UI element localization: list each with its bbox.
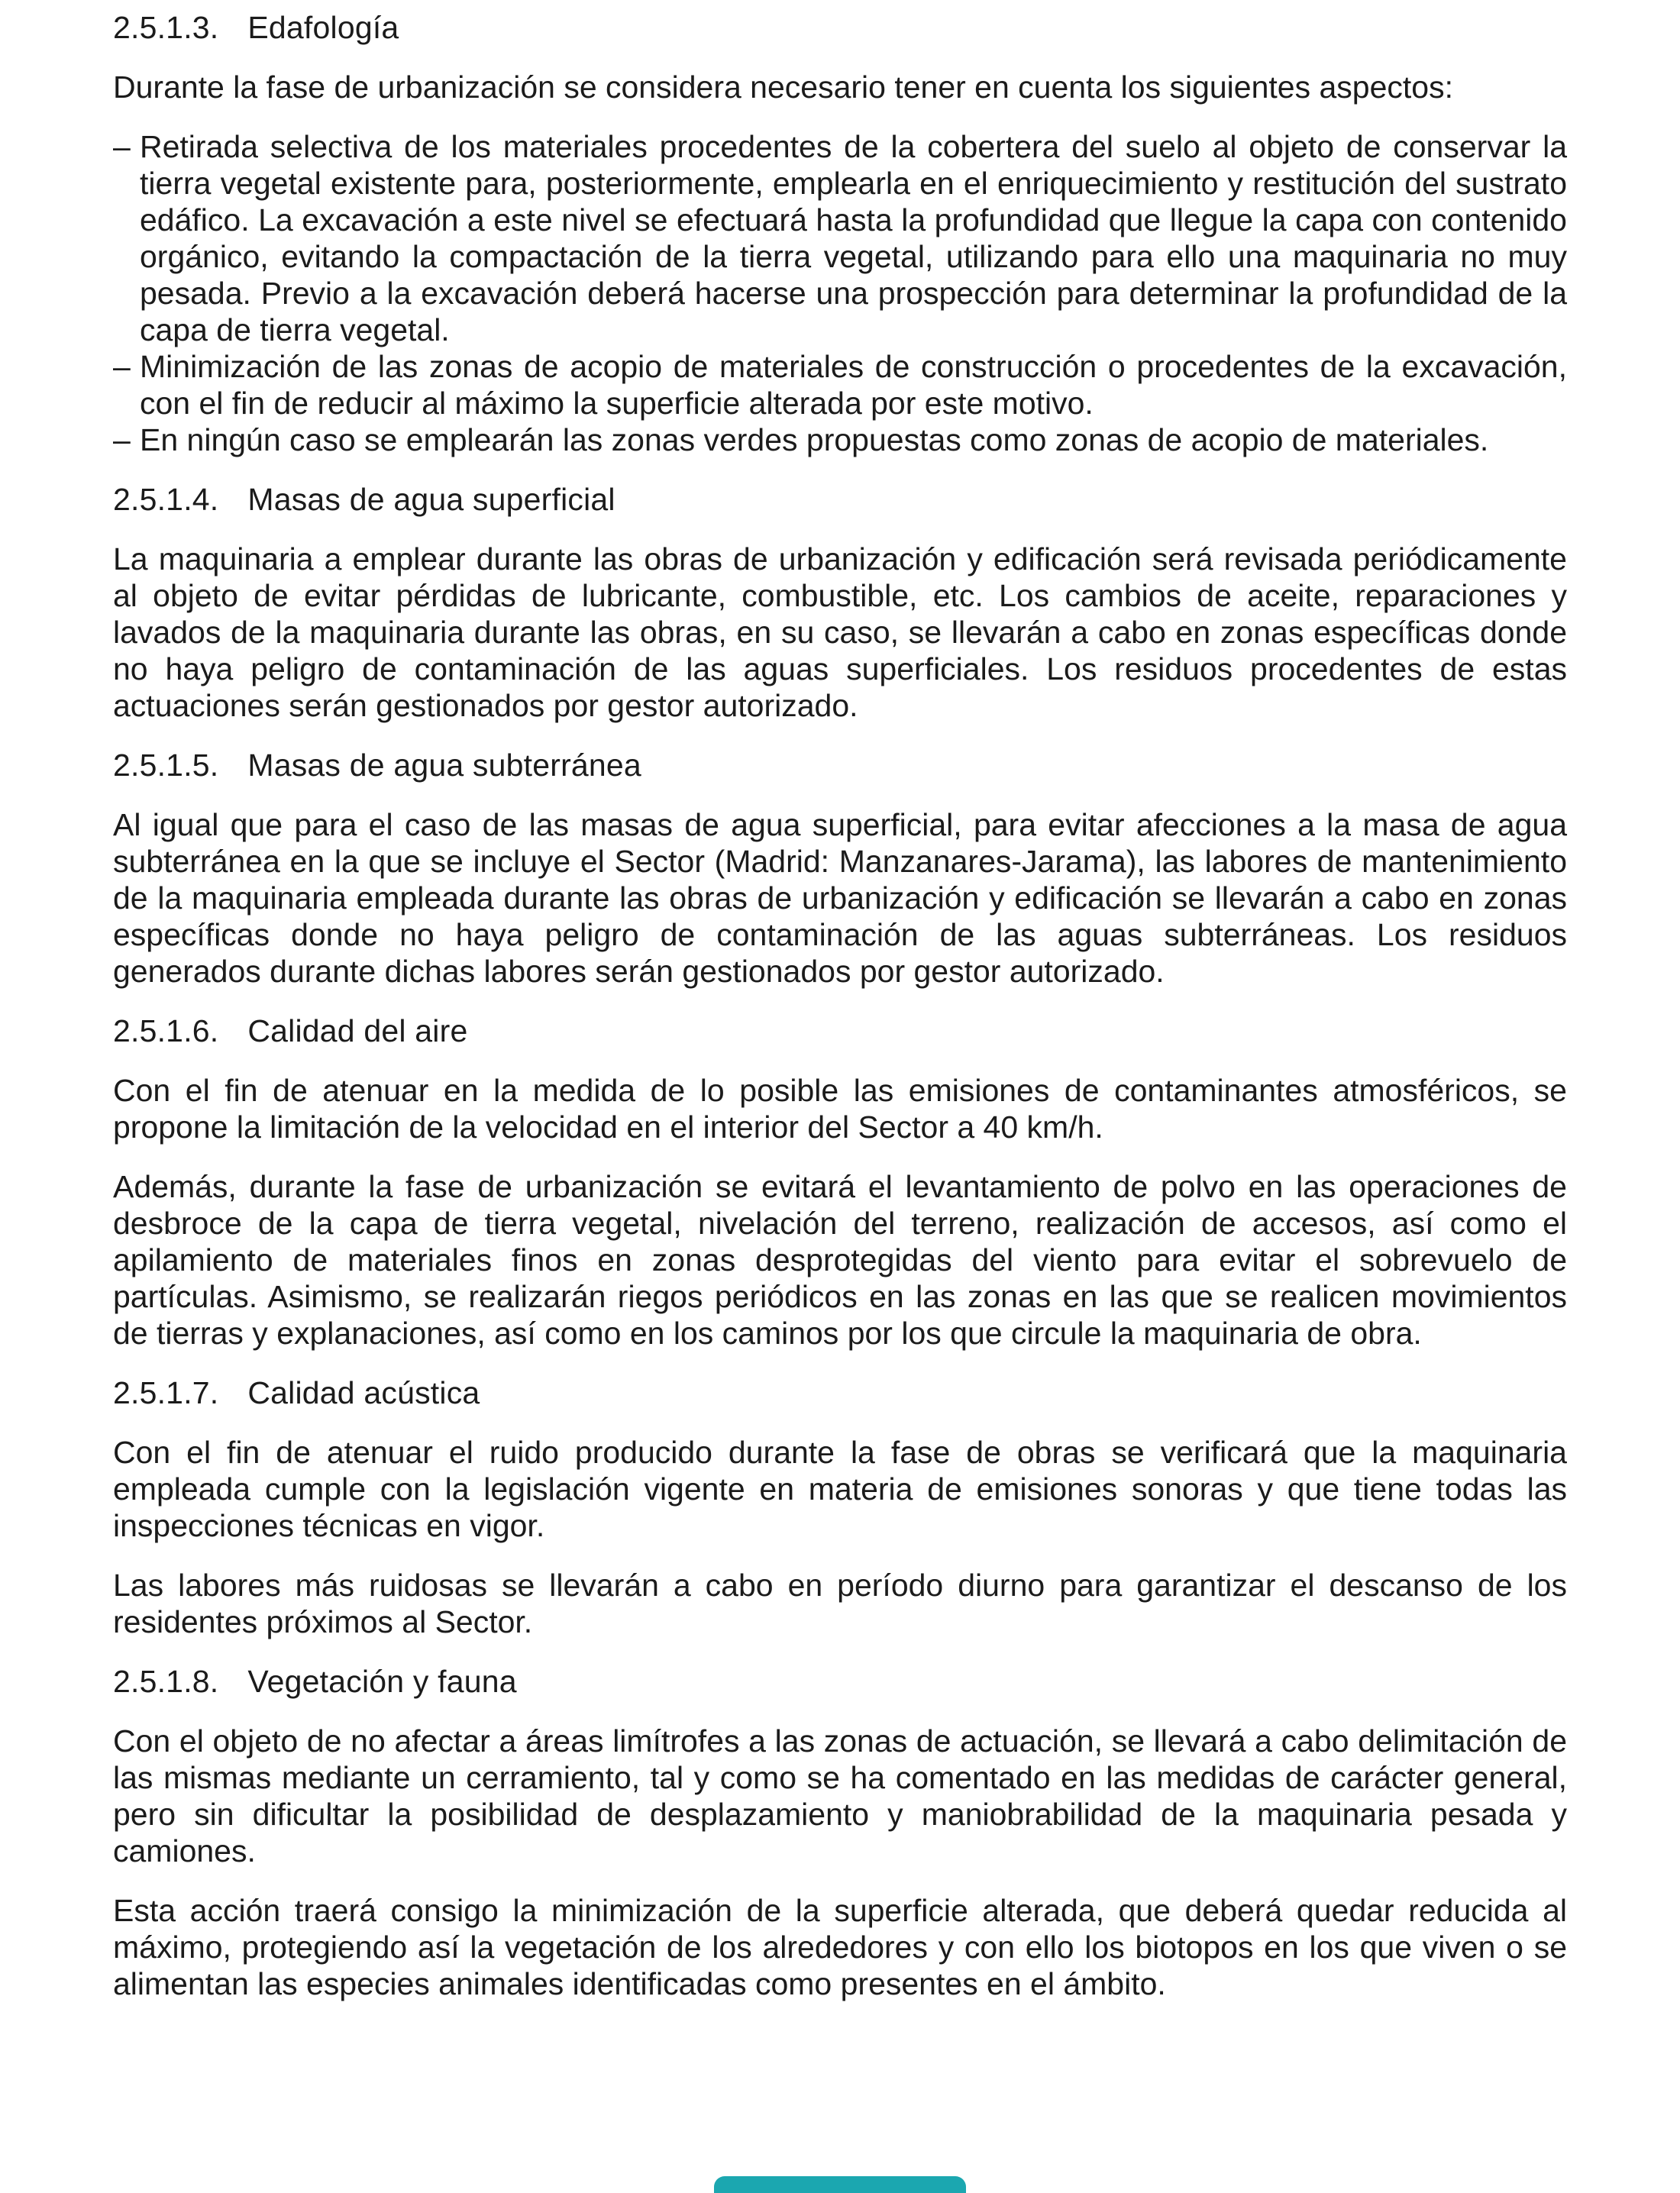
section-heading xyxy=(113,9,1567,46)
section-heading xyxy=(113,1374,1567,1411)
section-title: Masas de agua superficial xyxy=(247,482,615,517)
paragraph: Con el objeto de no afectar a áreas limítrofes a las zonas de actuación, se llevará a cabo delimitación de las mismas mediante un cerramiento, tal y como se ha comentado en las medidas de carácter general, pero sin dificultar la posibilidad de desplazamiento y maniobrabilidad de la maquinaria pesada y camiones. xyxy=(113,1723,1567,1868)
section-heading xyxy=(113,481,1567,518)
section-number: 2.5.1.8. xyxy=(113,1664,219,1699)
paragraph: Al igual que para el caso de las masas de agua superficial, para evitar afecciones a la masa de agua subterránea en la que se incluye el Sector (Madrid: Manzanares-Jarama), las labores de mantenimiento de la maquinaria empleada durante las obras de urbanización y edificación se llevarán a cabo en zonas específicas donde no haya peligro de contaminación de las aguas subterráneas. Los residuos generados durante dichas labores serán gestionados por gestor autorizado. xyxy=(113,807,1567,989)
section-number: 2.5.1.7. xyxy=(113,1375,219,1410)
section-masas-agua-superficial xyxy=(113,481,1567,724)
section-title: Edafología xyxy=(247,10,399,45)
section-heading xyxy=(113,747,1567,783)
dash-bullet: – xyxy=(113,349,131,384)
section-heading xyxy=(113,1013,1567,1049)
list-item xyxy=(113,128,1567,348)
bullet-list xyxy=(113,128,1567,458)
paragraph: Las labores más ruidosas se llevarán a cabo en período diurno para garantizar el descanso de los residentes próximos al Sector. xyxy=(113,1568,1567,1639)
list-item-text: En ningún caso se emplearán las zonas verdes propuestas como zonas de acopio de materiales. xyxy=(140,422,1489,457)
list-item xyxy=(113,348,1567,421)
section-number: 2.5.1.3. xyxy=(113,10,219,45)
paragraph: Esta acción traerá consigo la minimización de la superficie alterada, que deberá quedar reducida al máximo, protegiendo así la vegetación de los alrededores y con ello los biotopos en los que viven o se alimentan las especies animales identificadas como presentes en el ámbito. xyxy=(113,1893,1567,2001)
paragraph: La maquinaria a emplear durante las obras de urbanización y edificación será revisada periódicamente al objeto de evitar pérdidas de lubricante, combustible, etc. Los cambios de aceite, reparaciones y lavados de la maquinaria durante las obras, en su caso, se llevarán a cabo en zonas específicas donde no haya peligro de contaminación de las aguas superficiales. Los residuos procedentes de estas actuaciones serán gestionados por gestor autorizado. xyxy=(113,541,1567,723)
paragraph: Además, durante la fase de urbanización se evitará el levantamiento de polvo en las operaciones de desbroce de la capa de tierra vegetal, nivelación del terreno, realización de accesos, así como el apilamiento de materiales finos en zonas desprotegidas del viento para evitar el sobrevuelo de partículas. Asimismo, se realizarán riegos periódicos en las zonas en las que se realicen movimientos de tierras y explanaciones, así como en los caminos por los que circule la maquinaria de obra. xyxy=(113,1169,1567,1351)
dash-bullet: – xyxy=(113,422,131,457)
section-title: Masas de agua subterránea xyxy=(247,748,641,783)
section-edafologia xyxy=(113,9,1567,458)
section-calidad-acustica xyxy=(113,1374,1567,1640)
section-title: Calidad del aire xyxy=(247,1013,468,1048)
section-vegetacion-y-fauna xyxy=(113,1663,1567,2002)
list-item-text: Retirada selectiva de los materiales procedentes de la cobertera del suelo al objeto de conservar la tierra vegetal existente para, posteriormente, emplearla en el enriquecimiento y restitución del sustrato edáfico. La excavación a este nivel se efectuará hasta la profundidad que llegue la capa con contenido orgánico, evitando la compactación de la tierra vegetal, utilizando para ello una maquinaria no muy pesada. Previo a la excavación deberá hacerse una prospección para determinar la profundidad de la capa de tierra vegetal. xyxy=(140,129,1567,347)
section-title: Vegetación y fauna xyxy=(247,1664,517,1699)
section-masas-agua-subterranea xyxy=(113,747,1567,990)
section-number: 2.5.1.5. xyxy=(113,748,219,783)
section-number: 2.5.1.6. xyxy=(113,1013,219,1048)
section-number: 2.5.1.4. xyxy=(113,482,219,517)
section-calidad-del-aire xyxy=(113,1013,1567,1352)
section-heading xyxy=(113,1663,1567,1700)
list-item-text: Minimización de las zonas de acopio de materiales de construcción o procedentes de la excavación, con el fin de reducir al máximo la superficie alterada por este motivo. xyxy=(140,349,1567,421)
paragraph: Con el fin de atenuar en la medida de lo posible las emisiones de contaminantes atmosféricos, se propone la limitación de la velocidad en el interior del Sector a 40 km/h. xyxy=(113,1073,1567,1145)
list-item xyxy=(113,421,1567,458)
paragraph: Con el fin de atenuar el ruido producido durante la fase de obras se verificará que la maquinaria empleada cumple con la legislación vigente en materia de emisiones sonoras y que tiene todas las inspecciones técnicas en vigor. xyxy=(113,1435,1567,1543)
footer-pill-button[interactable] xyxy=(714,2176,966,2193)
section-title: Calidad acústica xyxy=(247,1375,480,1410)
dash-bullet: – xyxy=(113,129,131,164)
paragraph: Durante la fase de urbanización se considera necesario tener en cuenta los siguientes aspectos: xyxy=(113,69,1453,105)
